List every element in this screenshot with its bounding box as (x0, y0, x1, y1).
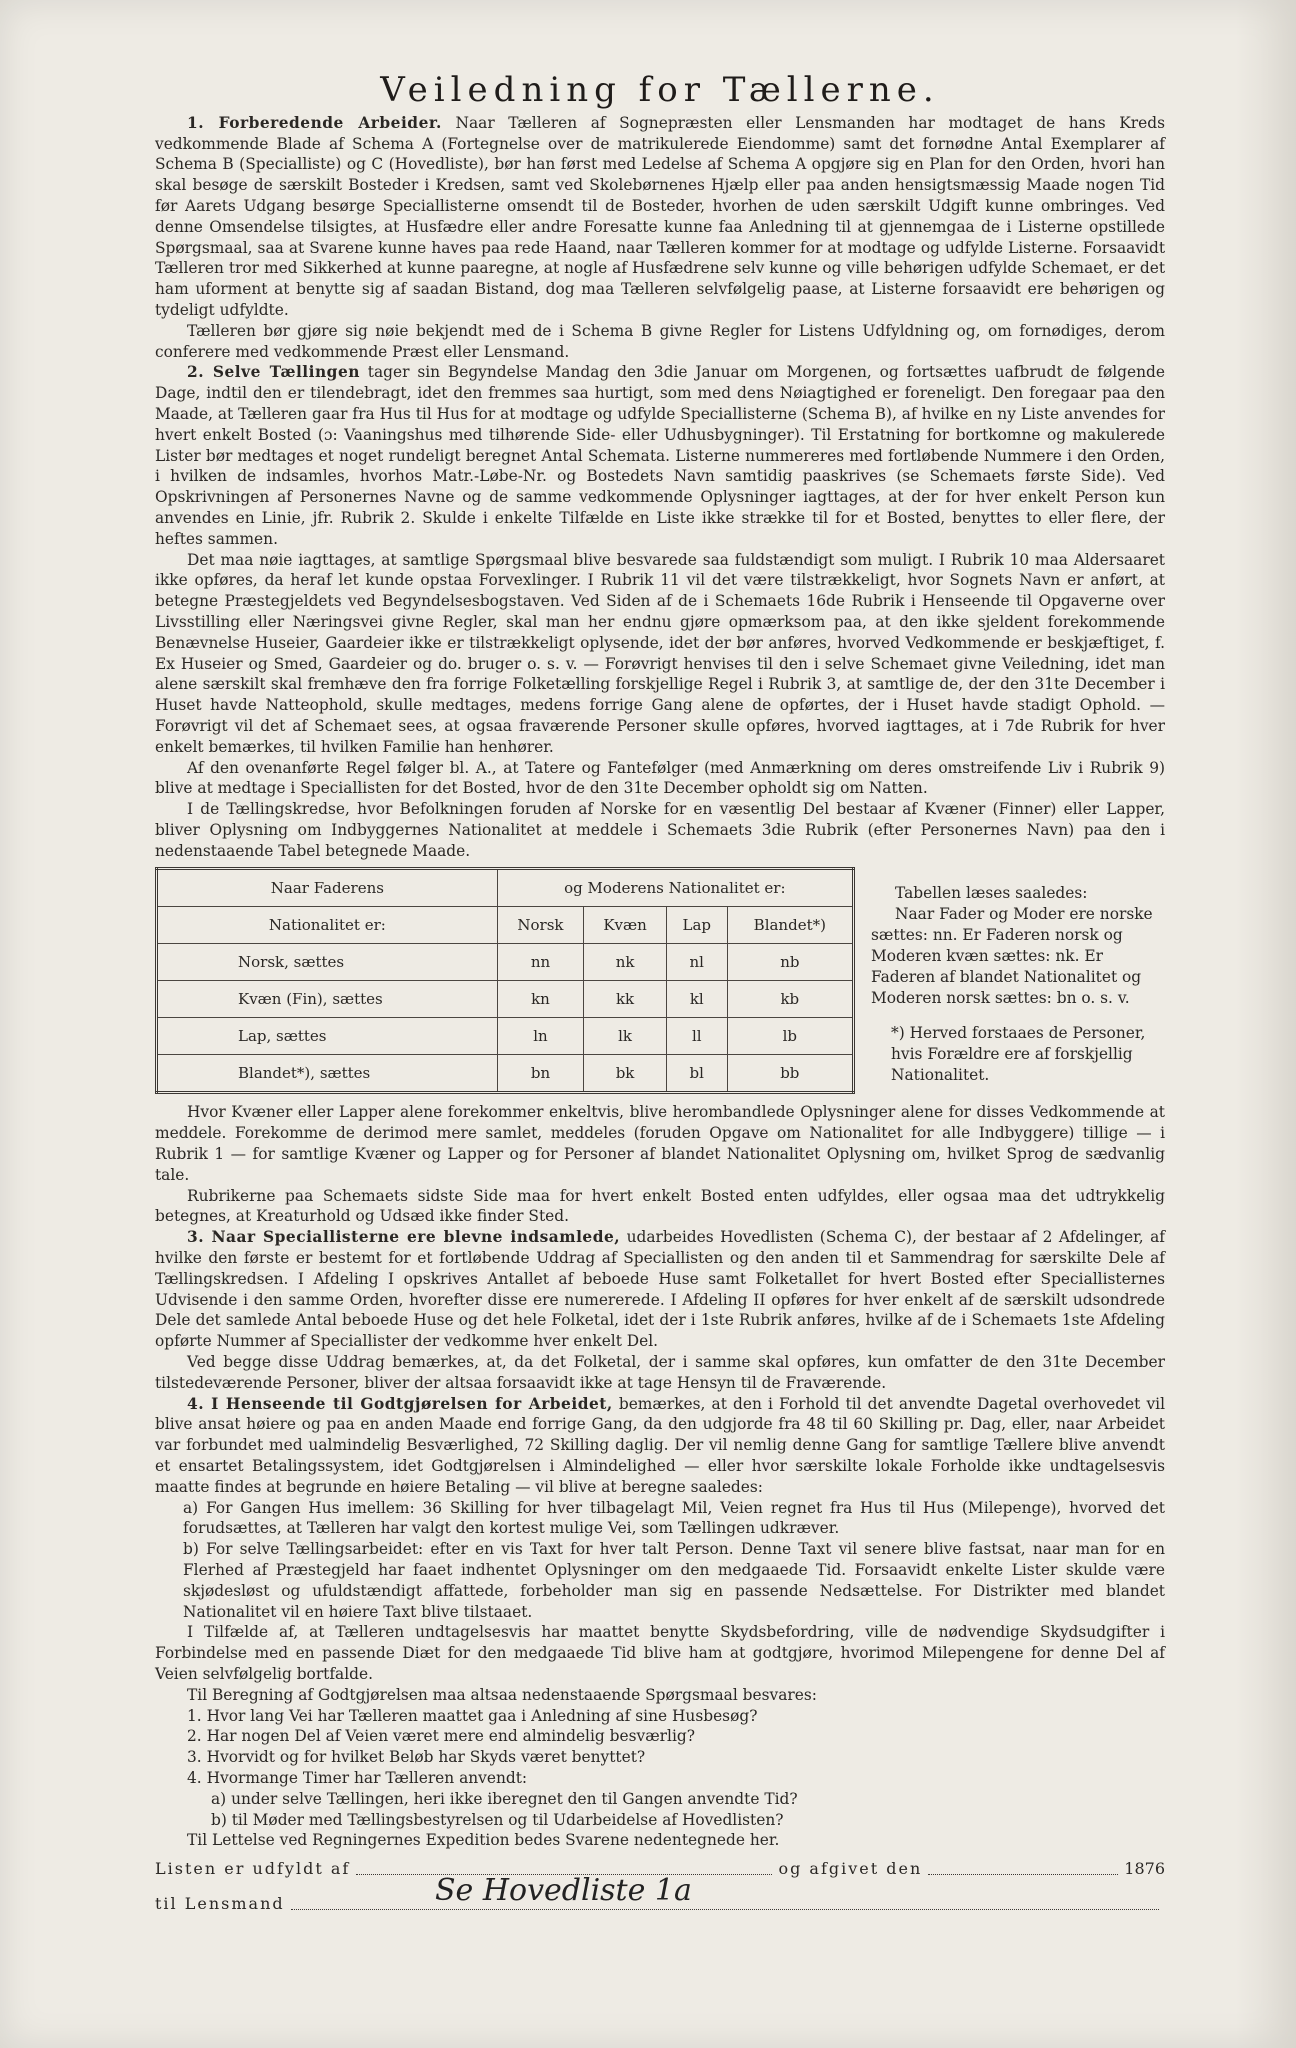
section-2-text: tager sin Begyndelse Mandag den 3die Januar om Morgenen, og fortsættes uafbrudt de følgende Dage, indtil den er tilendebragt, idet den fremmes saa hurtigt, som med dens Nøiagtighed er foreneligt. Den foregaar paa den Maade, at Tælleren gaar fra Hus til Hus for at modtage og udfylde Speciallisterne (Schema B), af hvilke en ny Liste anvendes for hvert enkelt Bosted (ɔ: Vaaningshus med tilhørende Side- eller Udhusbygninger). Til Erstatning for bortkomne og makulerede Lister bør medtages et noget rundeligt beregnet Antal Schemata. Listerne nummereres med fortløbende Nummere i den Orden, i hvilken de indsamles, hvorhos Matr.-Løbe-Nr. og Bostedets Navn samtidig paaskrives (se Schemaets første Side). Ved Opskrivningen af Personernes Navne og de samme vedkommende Oplysninger iagttages, at der for hver enkelt Person kun anvendes en Linie, jfr. Rubrik 2. Skulde i enkelte Tilfælde en Liste ikke strække til for et Bosted, benyttes to eller flere, der heftes sammen. (155, 363, 1166, 548)
table-cell: ll (666, 1018, 727, 1055)
section-4-paragraph-2: I Tilfælde af, at Tælleren undtagelsesvis har maattet benytte Skydsbefordring, ville de nødvendige Skydsudgifter i Forbindelse med en passende Diæt for den medgaaede Tid blive ham at godtgjøre, hvorimod Milepengene for denne Del af Veien selvfølgelig bortfalde. (155, 1623, 1165, 1683)
table-row (157, 981, 854, 1018)
section-4-paragraph-4: Til Lettelse ved Regningernes Expedition bedes Svarene nedentegnede her. (187, 1831, 780, 1850)
table-cell: kl (666, 981, 727, 1018)
table-cell: bl (666, 1055, 727, 1093)
row-label: Kvæn (Fin), sættes (157, 981, 498, 1018)
section-4-item-a: a) For Gangen Hus imellem: 36 Skilling for hver tilbagelagt Mil, Veien regnet fra Hus til Hus (Milepenge), hvorved det forudsættes, at Tælleren har valgt den kortest mulige Vei, som Tællingen udkræver. (183, 1498, 1165, 1538)
table-cell: bb (727, 1055, 853, 1093)
table-note-heading: Tabellen læses saaledes: (895, 884, 1088, 903)
section-1-paragraph-2: Tælleren bør gjøre sig nøie bekjendt med de i Schema B givne Regler for Listens Udfyldning og, om fornødiges, derom conferere med vedkommende Præst eller Lensmand. (155, 321, 1165, 361)
after-table-paragraph-1: Hvor Kvæner eller Lapper alene forekommer enkeltvis, blive herombandlede Oplysninger alene for disses Vedkommende at meddele. Forekomme de derimod mere samlet, meddeles (foruden Opgave om Nationalitet for alle Indbyggere) tillige — i Rubrik 1 — for samtlige Kvæner og Lapper og for Personer af blandet Nationalitet Oplysning om, hvilket Sprog de sædvanlig tale. (155, 1103, 1165, 1184)
list-item: a) under selve Tællingen, heri ikke iberegnet den til Gangen anvendte Tid? (211, 1789, 798, 1808)
table-note-text: Naar Fader og Moder ere norske sættes: nn. Er Faderen norsk og Moderen kvæn sættes: nk. Er Faderen af blandet Nationalitet og Moderen norsk sættes: bn o. s. v. (871, 905, 1153, 1008)
table-cell: kb (727, 981, 853, 1018)
nationality-table-row (155, 867, 1165, 1094)
table-row (157, 1055, 854, 1093)
section-2-paragraph (155, 362, 1165, 549)
section-2-heading: 2. Selve Tællingen (187, 363, 360, 382)
section-4-item-b: b) For selve Tællingsarbeidet: efter en vis Taxt for hver talt Person. Denne Taxt vil senere blive fastsat, naar man for en Flerhed af Præstegjeld har faaet indhentet Oplysninger om den medgaaede Tid. Forsaavidt enkelte Lister skulde være skjødesløst og ufuldstændigt affattede, forbeholder man sig en passende Nedsættelse. For Distrikter med blandet Nationalitet vil en høiere Taxt blive tilstaaet. (183, 1540, 1165, 1621)
document-body (155, 70, 1166, 1913)
after-table-paragraph-2: Rubrikerne paa Schemaets sidste Side maa for hvert enkelt Bosted enten udfyldes, eller ogsaa maa det udtrykkelig betegnes, at Kreaturhold og Udsæd ikke finder Sted. (155, 1186, 1165, 1226)
list-item: b) til Møder med Tællingsbestyrelsen og til Udarbeidelse af Hovedlisten? (211, 1810, 784, 1829)
section-4-paragraph (155, 1394, 1165, 1498)
col-header: Blandet*) (727, 907, 853, 944)
table-cell: bn (497, 1055, 584, 1093)
section-2-paragraph-3: Af den ovenanførte Regel følger bl. A., at Tatere og Fantefølger (med Anmærkning om deres omstreifende Liv i Rubrik 9) blive at medtage i Speciallisten for det Bosted, hvor de den 31te December opholdt sig om Natten. (155, 758, 1165, 798)
filled-by-label: Listen er udfyldt af (155, 1859, 351, 1879)
table-cell: ln (497, 1018, 584, 1055)
section-4-heading: 4. I Henseende til Godtgjørelsen for Arbeidet, (187, 1394, 613, 1413)
section-1-text: Naar Tælleren af Sognepræsten eller Lensmanden har modtaget de hans Kreds vedkommende Blade af Schema A (Fortegnelse over de matrikulerede Eiendomme) samt det fornødne Antal Exemplarer af Schema B (Specialliste) og C (Hovedliste), bør han først med Ledelse af Schema A opgjøre sig en Plan for den Orden, hvori han skal besøge de særskilt Bosteder i Kredsen, samt ved Skolebørnenes Hjælp eller paa anden hensigtsmæssig Maade nogen Tid før Aarets Udgang besørge Speciallisterne omsendt til de Bosteder, hvorhen de uden særskilt Udgift kunne ombringes. Ved denne Omsendelse tilsigtes, at Husfædre eller andre Foresatte kunne faa Anledning til at gjennemgaa de i Listerne opstillede Spørgsmaal, saa at Svarene kunne haves paa rede Haand, naar Tælleren kommer for at modtage og udfylde Listerne. Forsaavidt Tælleren tror med Sikkerhed at kunne paaregne, at nogle af Husfædrene selv kunne og ville behørigen udfylde Schemaet, er det ham uforment at benytte sig af saadan Bistand, dog maa Tælleren selvfølgelig paase, at Listerne forsaavidt ere behørigen og tydeligt udfyldte. (155, 113, 1165, 319)
col-header: Norsk (497, 907, 584, 944)
col-header: Kvæn (584, 907, 667, 944)
nationality-table (155, 867, 855, 1094)
section-2-paragraph-4: I de Tællingskredse, hvor Befolkningen foruden af Norske for en væsentlig Del bestaar af Kvæner (Finner) eller Lapper, bliver Oplysning om Indbyggernes Nationalitet at meddele i Schemaets 3die Rubrik (efter Personernes Navn) paa den i nedenstaaende Tabel betegnede Maade. (155, 800, 1165, 860)
table-cell: nb (727, 944, 853, 981)
table-footnote: *) Herved forstaaes de Personer, hvis Forældre ere af forskjellig Nationalitet. (891, 1024, 1146, 1085)
table-row (157, 944, 854, 981)
father-header-1: Naar Faderens (157, 869, 498, 907)
lensmand-label: til Lensmand (155, 1893, 285, 1913)
delivered-date-field[interactable] (928, 1874, 1118, 1875)
father-header-2: Nationalitet er: (157, 907, 498, 944)
page-edge-shadow (1236, 0, 1296, 2048)
section-1-heading: 1. Forberedende Arbeider. (187, 113, 442, 132)
lensmand-field[interactable] (291, 1909, 1159, 1910)
section-3-paragraph (155, 1227, 1165, 1352)
table-note (871, 867, 1161, 1094)
handwritten-signature: Se Hovedliste 1a (435, 1872, 692, 1908)
mother-header: og Moderens Nationalitet er: (497, 869, 853, 907)
row-label: Lap, sættes (157, 1018, 498, 1055)
row-label: Blandet*), sættes (157, 1055, 498, 1093)
section-4-paragraph-3: Til Beregning af Godtgjørelsen maa altsaa nedenstaaende Spørgsmaal besvares: (187, 1685, 817, 1704)
section-3-heading: 3. Naar Speciallisterne ere blevne indsamlede, (187, 1228, 621, 1247)
questions-list (155, 1706, 1165, 1831)
list-item: 2. Har nogen Del af Veien været mere end almindelig besværlig? (187, 1727, 695, 1746)
section-3-text: udarbeides Hovedlisten (Schema C), der bestaar af 2 Afdelinger, af hvilke den første er bestemt for et fortløbende Uddrag af Speciallisten og den anden til et Sammendrag for særskilte Dele af Tællingskredsen. I Afdeling I opskrives Antallet af beboede Huse samt Folketallet for hvert Bosted efter Speciallisternes Udvisende i den samme Orden, hvorefter disse ere numererede. I Afdeling II opføres for hver enkelt af de særskilt udsondrede Dele det samlede Antal beboede Huse og det hele Folketal, idet der i 1ste Rubrik anføres, hvilke af de i Schemaets 1ste Afdeling opførte Nummer af Speciallister der vedkomme hver enkelt Del. (155, 1228, 1165, 1351)
page-title: Veiledning for Tællerne. (380, 70, 940, 110)
list-item: 1. Hvor lang Vei har Tælleren maattet gaa i Anledning af sine Husbesøg? (187, 1706, 758, 1725)
delivered-label: og afgivet den (778, 1859, 923, 1879)
list-item: 4. Hvormange Timer har Tælleren anvendt: (187, 1768, 528, 1787)
section-2-paragraph-2: Det maa nøie iagttages, at samtlige Spørgsmaal blive besvarede saa fuldstændigt som muligt. I Rubrik 10 maa Aldersaaret ikke opføres, da heraf let kunde opstaa Forvexlinger. I Rubrik 11 vil det være tilstrækkeligt, hvor Sognets Navn er anført, at betegne Præstegjeldets ved Begyndelsesbogstaven. Ved Siden af de i Schemaets 16de Rubrik i Henseende til Opgaverne over Livsstilling eller Næringsvei givne Regler, skal man her endnu gjøre opmærksom paa, at den ikke sjeldent forekommende Benævnelse Huseier, Gaardeier ikke er tilstrækkeligt oplysende, idet der bør anføres, hvorved Vedkommende er beskjæftiget, f. Ex Huseier og Smed, Gaardeier og do. bruger o. s. v. — Forøvrigt henvises til den i selve Schemaet givne Veiledning, idet man alene særskilt skal fremhæve den fra forrige Folketælling forskjellige Regel i Rubrik 3, at samtlige de, der den 31te December i Huset havde Natteophold, skulle medtages, medens forrige Gang alene de opførtes, der i Huset havde stadigt Ophold. — Forøvrigt vil det af Schemaet sees, at ogsaa fraværende Personer skulle opføres, hvorved iagttages, at i 7de Rubrik for hver enkelt bemærkes, til hvilken Familie han henhører. (155, 550, 1165, 756)
col-header: Lap (666, 907, 727, 944)
year-label: 1876 (1124, 1859, 1165, 1879)
table-row (157, 1018, 854, 1055)
row-label: Norsk, sættes (157, 944, 498, 981)
table-cell: kk (584, 981, 667, 1018)
section-1-paragraph (155, 113, 1165, 321)
table-cell: lb (727, 1018, 853, 1055)
section-4-text: bemærkes, at den i Forhold til det anvendte Dagetal overhovedet vil blive ansat høiere og paa en anden Maade end forrige Gang, da den udgjorde fra 48 til 60 Skilling pr. Dag, eller, naar Arbeidet var forbundet med ualmindelig Besværlighed, 72 Skilling daglig. Der vil nemlig denne Gang for samtlige Tællere blive anvendt et ensartet Betalingssystem, idet Godtgjørelsen i Almindelighed — eller hvor særskilte lokale Forholde ikke undtagelsesvis maatte findes at begrunde en høiere Betaling — vil blive at beregne saaledes: (155, 1394, 1165, 1496)
section-3-paragraph-2: Ved begge disse Uddrag bemærkes, at, da det Folketal, der i samme skal opføres, kun omfatter de den 31te December tilstedeværende Personer, bliver der altsaa forsaavidt ikke at tage Hensyn til de Fraværende. (155, 1353, 1165, 1392)
table-cell: kn (497, 981, 584, 1018)
table-cell: nn (497, 944, 584, 981)
table-cell: nk (584, 944, 667, 981)
table-cell: bk (584, 1055, 667, 1093)
table-cell: nl (666, 944, 727, 981)
table-cell: lk (584, 1018, 667, 1055)
list-item: 3. Hvorvidt og for hvilket Beløb har Skyds været benyttet? (187, 1748, 646, 1767)
